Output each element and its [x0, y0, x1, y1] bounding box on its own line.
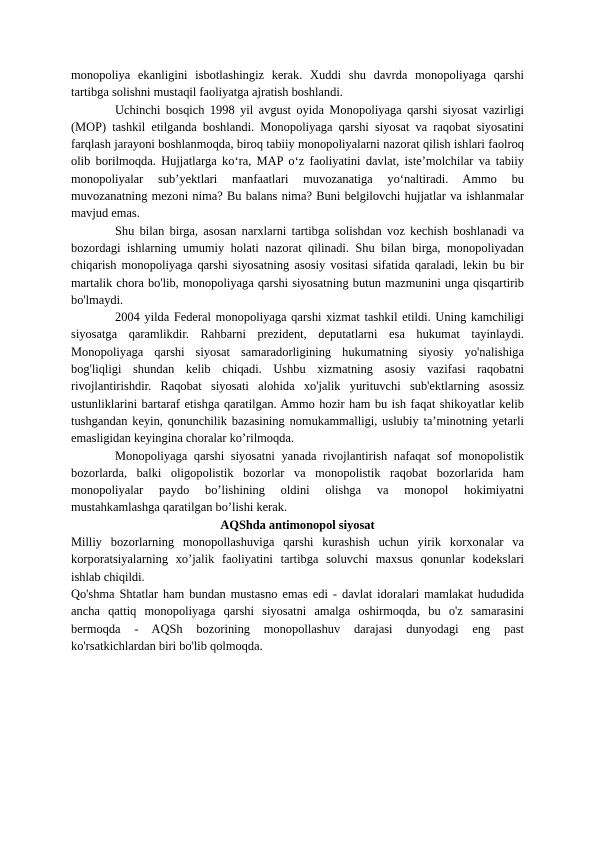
section-heading: AQShda antimonopol siyosat [220, 517, 375, 532]
paragraph-usa-policy: Qo'shma Shtatlar ham bundan mustasno emas edi - davlat idoralari mamlakat hududida ancha qattiq monopoliyaga qarshi siyosatni amalga oshirmoqda, bu o'z samarasini bermoqda - AQSh bozorining monopollashuv darajasi dunyodagi eng past ko'rsatkichlardan biri bo'lib qolmoqda. [71, 586, 524, 653]
paragraph-third-stage: Uchinchi bosqich 1998 yil avgust oyida Monopoliyaga qarshi siyosat vazirligi (MOP) tashkil etilganda boshlandi. Monopoliyaga qarshi siyosat va raqobat siyosatini farqlash jarayoni boshlanmoqda, biroq tabiiy monopoliyalarni nazorat qilish ishlari faolroq olib borilmoqda. Hujjatlarga koʻra, MAP oʻz faoliyatini davlat, isteʼmolchilar va tabiiy monopoliyalar subʼyektlari manfaatlari muvozanatiga yoʻnaltiradi. Ammo bu muvozanatning mezoni nima? Bu balans nima? Buni belgilovchi hujjatlar va ishlanmalar mavjud emas. [71, 102, 524, 221]
paragraph-price-regulation: Shu bilan birga, asosan narxlarni tartibga solishdan voz kechish boshlanadi va bozordagi ishlarning umumiy holati nazorat qilinadi. Shu bilan birga, monopoliyadan chiqarish monopoliyaga qarshi siyosatning asosiy vositasi sifatida qaraladi, lekin bu bir martalik chora bo'lib, monopoliyaga qarshi siyosatning butun mazmunini unga qisqartirib bo'lmaydi. [71, 223, 524, 307]
paragraph-continuation: monopoliya ekanligini isbotlashingiz kerak. Xuddi shu davrda monopoliyaga qarshi tartibga solishni mustaqil faoliyatga ajratish boshlandi. [71, 68, 524, 100]
paragraph-national-markets: Milliy bozorlarning monopollashuviga qarshi kurashish uchun yirik korxonalar va korporatsiyalarning xo’jalik faoliyatini tartibga soluvchi maxsus qonunlar kodekslari ishlab chiqildi. [71, 535, 524, 584]
document-page [71, 67, 524, 655]
paragraph-federal-service: 2004 yilda Federal monopoliyaga qarshi xizmat tashkil etildi. Uning kamchiligi siyosatga qaramlikdir. Rahbarni prezident, deputatlarni esa hukumat tayinlaydi. Monopoliyaga qarshi siyosat samaradorligining hukumatning siyosiy yo'nalishiga bog'liqligi shundan kelib chiqadi. Ushbu xizmatning asosiy vazifasi raqobatni rivojlantirishdir. Raqobat siyosati alohida xo'jalik yurituvchi sub'ektlarning asossiz ustunliklarini bartaraf etishga qaratilgan. Ammo hozir ham bu ish faqat shikoyatlar kelib tushgandan keyin, qonunchilik bazasining nomukammalligi, uslubiy ta’minotning yetarli emasligidan keyingina choralar ko’rilmoqda. [71, 310, 524, 446]
paragraph-further-development: Monopoliyaga qarshi siyosatni yanada rivojlantirish nafaqat sof monopolistik bozorlarda, balki oligopolistik bozorlar va monopolistik raqobat bozorlarida ham monopoliyalar paydo bo’lishining oldini olishga va monopol hokimiyatni mustahkamlashga qaratilgan bo’lishi kerak. [71, 448, 524, 515]
